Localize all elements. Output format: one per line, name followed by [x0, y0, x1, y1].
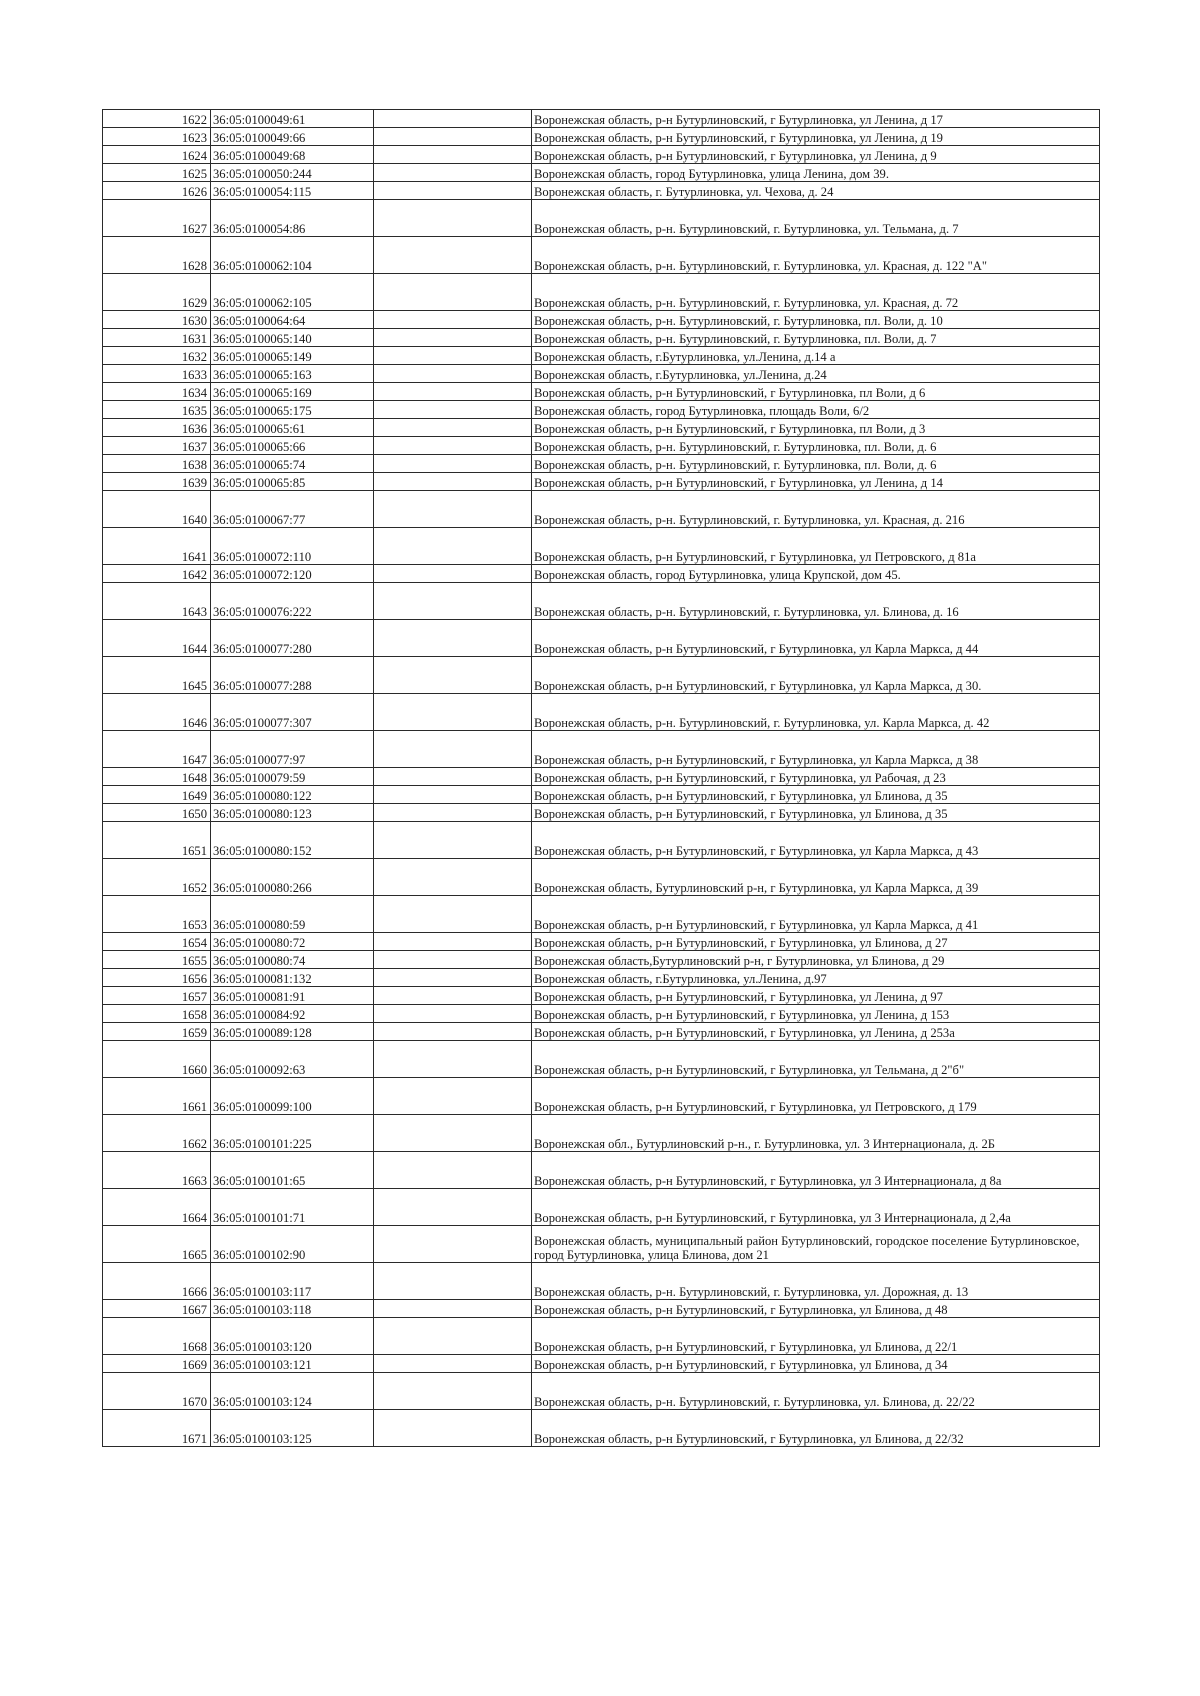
- empty-cell: [374, 455, 532, 473]
- cadastral-number: 36:05:0100103:121: [211, 1355, 374, 1373]
- row-number: 1653: [103, 896, 211, 933]
- cadastral-number: 36:05:0100080:123: [211, 804, 374, 822]
- empty-cell: [374, 1005, 532, 1023]
- row-number: 1655: [103, 951, 211, 969]
- table-row: [103, 237, 1100, 274]
- address: Воронежская область, р-н. Бутурлиновский, г. Бутурлиновка, ул. Блинова, д. 16: [532, 583, 1100, 620]
- address: Воронежская область, р-н Бутурлиновский, г Бутурлиновка, ул Карла Маркса, д 43: [532, 822, 1100, 859]
- address: Воронежская область, р-н. Бутурлиновский, г. Бутурлиновка, пл. Воли, д. 7: [532, 329, 1100, 347]
- empty-cell: [374, 128, 532, 146]
- cadastral-number: 36:05:0100077:97: [211, 731, 374, 768]
- empty-cell: [374, 365, 532, 383]
- empty-cell: [374, 528, 532, 565]
- table-row: [103, 969, 1100, 987]
- cadastral-number: 36:05:0100079:59: [211, 768, 374, 786]
- empty-cell: [374, 347, 532, 365]
- table-row: [103, 200, 1100, 237]
- cadastral-number: 36:05:0100050:244: [211, 164, 374, 182]
- address: Воронежская область, г.Бутурлиновка, ул.Ленина, д.97: [532, 969, 1100, 987]
- cadastral-number: 36:05:0100065:169: [211, 383, 374, 401]
- empty-cell: [374, 1355, 532, 1373]
- cadastral-number: 36:05:0100101:71: [211, 1189, 374, 1226]
- cadastral-number: 36:05:0100065:61: [211, 419, 374, 437]
- cadastral-number: 36:05:0100103:120: [211, 1318, 374, 1355]
- empty-cell: [374, 419, 532, 437]
- cadastral-number: 36:05:0100080:72: [211, 933, 374, 951]
- table-row: [103, 419, 1100, 437]
- empty-cell: [374, 146, 532, 164]
- row-number: 1665: [103, 1226, 211, 1263]
- table-row: [103, 933, 1100, 951]
- table-row: [103, 786, 1100, 804]
- cadastral-number: 36:05:0100065:66: [211, 437, 374, 455]
- empty-cell: [374, 1410, 532, 1447]
- empty-cell: [374, 274, 532, 311]
- table-row: [103, 1078, 1100, 1115]
- cadastral-number: 36:05:0100092:63: [211, 1041, 374, 1078]
- address: Воронежская область, р-н Бутурлиновский, г Бутурлиновка, ул Блинова, д 27: [532, 933, 1100, 951]
- row-number: 1659: [103, 1023, 211, 1041]
- table-row: [103, 110, 1100, 128]
- address: Воронежская область, р-н. Бутурлиновский, г. Бутурлиновка, ул. Красная, д. 216: [532, 491, 1100, 528]
- cadastral-number: 36:05:0100054:86: [211, 200, 374, 237]
- address: Воронежская область, город Бутурлиновка, площадь Воли, 6/2: [532, 401, 1100, 419]
- address: Воронежская область, р-н Бутурлиновский, г Бутурлиновка, ул Ленина, д 17: [532, 110, 1100, 128]
- cadastral-number: 36:05:0100103:125: [211, 1410, 374, 1447]
- cadastral-number: 36:05:0100101:225: [211, 1115, 374, 1152]
- address: Воронежская область, р-н Бутурлиновский, г Бутурлиновка, ул Блинова, д 22/32: [532, 1410, 1100, 1447]
- empty-cell: [374, 473, 532, 491]
- table-row: [103, 1318, 1100, 1355]
- address: Воронежская область, р-н Бутурлиновский, г Бутурлиновка, ул Петровского, д 81а: [532, 528, 1100, 565]
- cadastral-number: 36:05:0100077:288: [211, 657, 374, 694]
- row-number: 1649: [103, 786, 211, 804]
- row-number: 1629: [103, 274, 211, 311]
- address: Воронежская область, р-н Бутурлиновский, г Бутурлиновка, ул Карла Маркса, д 38: [532, 731, 1100, 768]
- address: Воронежская область, р-н Бутурлиновский, г Бутурлиновка, ул Блинова, д 35: [532, 786, 1100, 804]
- cadastral-number: 36:05:0100101:65: [211, 1152, 374, 1189]
- cadastral-number: 36:05:0100080:59: [211, 896, 374, 933]
- cadastral-number: 36:05:0100089:128: [211, 1023, 374, 1041]
- row-number: 1667: [103, 1300, 211, 1318]
- row-number: 1631: [103, 329, 211, 347]
- address: Воронежская область, р-н Бутурлиновский, г Бутурлиновка, ул Ленина, д 14: [532, 473, 1100, 491]
- address: Воронежская область, р-н Бутурлиновский, г Бутурлиновка, ул Ленина, д 153: [532, 1005, 1100, 1023]
- table-row: [103, 182, 1100, 200]
- address: Воронежская область, р-н Бутурлиновский, г Бутурлиновка, ул Блинова, д 22/1: [532, 1318, 1100, 1355]
- table-row: [103, 437, 1100, 455]
- cadastral-number: 36:05:0100062:105: [211, 274, 374, 311]
- empty-cell: [374, 1226, 532, 1263]
- table-row: [103, 987, 1100, 1005]
- row-number: 1652: [103, 859, 211, 896]
- table-row: [103, 565, 1100, 583]
- row-number: 1633: [103, 365, 211, 383]
- cadastral-number: 36:05:0100065:175: [211, 401, 374, 419]
- address: Воронежская область, р-н. Бутурлиновский, г. Бутурлиновка, ул. Красная, д. 122 "А": [532, 237, 1100, 274]
- address: Воронежская область, р-н Бутурлиновский, г Бутурлиновка, ул Ленина, д 9: [532, 146, 1100, 164]
- table-row: [103, 859, 1100, 896]
- address: Воронежская область, р-н Бутурлиновский, г Бутурлиновка, ул Ленина, д 97: [532, 987, 1100, 1005]
- empty-cell: [374, 804, 532, 822]
- address: Воронежская область, р-н. Бутурлиновский, г. Бутурлиновка, ул. Красная, д. 72: [532, 274, 1100, 311]
- cadastral-number: 36:05:0100080:122: [211, 786, 374, 804]
- table-row: [103, 274, 1100, 311]
- row-number: 1645: [103, 657, 211, 694]
- table-row: [103, 401, 1100, 419]
- empty-cell: [374, 859, 532, 896]
- table-row: [103, 473, 1100, 491]
- row-number: 1639: [103, 473, 211, 491]
- empty-cell: [374, 731, 532, 768]
- empty-cell: [374, 437, 532, 455]
- table-row: [103, 1355, 1100, 1373]
- address: Воронежская область, муниципальный район Бутурлиновский, городское поселение Бутурлиновское, город Бутурлиновка, улица Блинова, дом 21: [532, 1226, 1100, 1263]
- empty-cell: [374, 1115, 532, 1152]
- address: Воронежская область, р-н Бутурлиновский, г Бутурлиновка, ул Блинова, д 35: [532, 804, 1100, 822]
- row-number: 1625: [103, 164, 211, 182]
- table-row: [103, 694, 1100, 731]
- cadastral-number: 36:05:0100099:100: [211, 1078, 374, 1115]
- empty-cell: [374, 200, 532, 237]
- empty-cell: [374, 933, 532, 951]
- empty-cell: [374, 694, 532, 731]
- empty-cell: [374, 768, 532, 786]
- row-number: 1647: [103, 731, 211, 768]
- empty-cell: [374, 987, 532, 1005]
- cadastral-number: 36:05:0100080:74: [211, 951, 374, 969]
- address: Воронежская область, р-н Бутурлиновский, г Бутурлиновка, пл Воли, д 3: [532, 419, 1100, 437]
- empty-cell: [374, 311, 532, 329]
- empty-cell: [374, 1300, 532, 1318]
- empty-cell: [374, 565, 532, 583]
- cadastral-number: 36:05:0100103:118: [211, 1300, 374, 1318]
- address: Воронежская область, р-н. Бутурлиновский, г. Бутурлиновка, ул. Тельмана, д. 7: [532, 200, 1100, 237]
- register-table: [102, 109, 1100, 1447]
- cadastral-number: 36:05:0100065:85: [211, 473, 374, 491]
- table-row: [103, 491, 1100, 528]
- address: Воронежская область, р-н Бутурлиновский, г Бутурлиновка, ул Петровского, д 179: [532, 1078, 1100, 1115]
- row-number: 1668: [103, 1318, 211, 1355]
- table-row: [103, 329, 1100, 347]
- cadastral-number: 36:05:0100077:280: [211, 620, 374, 657]
- empty-cell: [374, 951, 532, 969]
- cadastral-number: 36:05:0100081:91: [211, 987, 374, 1005]
- row-number: 1654: [103, 933, 211, 951]
- cadastral-number: 36:05:0100103:124: [211, 1373, 374, 1410]
- table-row: [103, 731, 1100, 768]
- cadastral-number: 36:05:0100065:163: [211, 365, 374, 383]
- cadastral-number: 36:05:0100080:152: [211, 822, 374, 859]
- row-number: 1624: [103, 146, 211, 164]
- table-row: [103, 620, 1100, 657]
- cadastral-number: 36:05:0100062:104: [211, 237, 374, 274]
- row-number: 1634: [103, 383, 211, 401]
- empty-cell: [374, 401, 532, 419]
- empty-cell: [374, 1041, 532, 1078]
- empty-cell: [374, 786, 532, 804]
- cadastral-number: 36:05:0100103:117: [211, 1263, 374, 1300]
- address: Воронежская область, р-н Бутурлиновский, г Бутурлиновка, ул Блинова, д 34: [532, 1355, 1100, 1373]
- address: Воронежская область, г.Бутурлиновка, ул.Ленина, д.24: [532, 365, 1100, 383]
- table-row: [103, 896, 1100, 933]
- cadastral-number: 36:05:0100077:307: [211, 694, 374, 731]
- cadastral-number: 36:05:0100072:110: [211, 528, 374, 565]
- empty-cell: [374, 383, 532, 401]
- table-row: [103, 1041, 1100, 1078]
- address: Воронежская область, р-н. Бутурлиновский, г. Бутурлиновка, пл. Воли, д. 6: [532, 437, 1100, 455]
- row-number: 1648: [103, 768, 211, 786]
- table-row: [103, 347, 1100, 365]
- empty-cell: [374, 182, 532, 200]
- table-row: [103, 1300, 1100, 1318]
- row-number: 1643: [103, 583, 211, 620]
- address: Воронежская область, Бутурлиновский р-н, г Бутурлиновка, ул Карла Маркса, д 39: [532, 859, 1100, 896]
- address: Воронежская область, р-н Бутурлиновский, г Бутурлиновка, ул Рабочая, д 23: [532, 768, 1100, 786]
- address: Воронежская обл., Бутурлиновский р-н., г. Бутурлиновка, ул. 3 Интернационала, д. 2Б: [532, 1115, 1100, 1152]
- empty-cell: [374, 237, 532, 274]
- empty-cell: [374, 896, 532, 933]
- row-number: 1636: [103, 419, 211, 437]
- address: Воронежская область, г.Бутурлиновка, ул.Ленина, д.14 а: [532, 347, 1100, 365]
- row-number: 1646: [103, 694, 211, 731]
- row-number: 1644: [103, 620, 211, 657]
- row-number: 1628: [103, 237, 211, 274]
- row-number: 1670: [103, 1373, 211, 1410]
- row-number: 1651: [103, 822, 211, 859]
- table-row: [103, 128, 1100, 146]
- table-row: [103, 1023, 1100, 1041]
- address: Воронежская область, р-н Бутурлиновский, г Бутурлиновка, ул 3 Интернационала, д 2,4а: [532, 1189, 1100, 1226]
- cadastral-number: 36:05:0100084:92: [211, 1005, 374, 1023]
- row-number: 1632: [103, 347, 211, 365]
- cadastral-number: 36:05:0100054:115: [211, 182, 374, 200]
- empty-cell: [374, 969, 532, 987]
- address: Воронежская область, р-н Бутурлиновский, г Бутурлиновка, ул Блинова, д 48: [532, 1300, 1100, 1318]
- address: Воронежская область, р-н. Бутурлиновский, г. Бутурлиновка, ул. Блинова, д. 22/22: [532, 1373, 1100, 1410]
- row-number: 1623: [103, 128, 211, 146]
- address: Воронежская область, р-н. Бутурлиновский, г. Бутурлиновка, ул. Дорожная, д. 13: [532, 1263, 1100, 1300]
- cadastral-number: 36:05:0100080:266: [211, 859, 374, 896]
- row-number: 1638: [103, 455, 211, 473]
- address: Воронежская область, р-н Бутурлиновский, г Бутурлиновка, ул 3 Интернационала, д 8а: [532, 1152, 1100, 1189]
- row-number: 1650: [103, 804, 211, 822]
- row-number: 1627: [103, 200, 211, 237]
- empty-cell: [374, 110, 532, 128]
- empty-cell: [374, 822, 532, 859]
- cadastral-number: 36:05:0100049:68: [211, 146, 374, 164]
- cadastral-number: 36:05:0100065:140: [211, 329, 374, 347]
- address: Воронежская область, г. Бутурлиновка, ул. Чехова, д. 24: [532, 182, 1100, 200]
- table-row: [103, 1152, 1100, 1189]
- table-row: [103, 951, 1100, 969]
- table-row: [103, 1189, 1100, 1226]
- empty-cell: [374, 583, 532, 620]
- empty-cell: [374, 491, 532, 528]
- table-row: [103, 1115, 1100, 1152]
- row-number: 1662: [103, 1115, 211, 1152]
- cadastral-number: 36:05:0100065:74: [211, 455, 374, 473]
- address: Воронежская область, р-н Бутурлиновский, г Бутурлиновка, ул Ленина, д 253а: [532, 1023, 1100, 1041]
- address: Воронежская область, р-н. Бутурлиновский, г. Бутурлиновка, пл. Воли, д. 10: [532, 311, 1100, 329]
- row-number: 1660: [103, 1041, 211, 1078]
- cadastral-number: 36:05:0100064:64: [211, 311, 374, 329]
- row-number: 1671: [103, 1410, 211, 1447]
- empty-cell: [374, 1318, 532, 1355]
- empty-cell: [374, 1023, 532, 1041]
- address: Воронежская область, р-н Бутурлиновский, г Бутурлиновка, пл Воли, д 6: [532, 383, 1100, 401]
- row-number: 1622: [103, 110, 211, 128]
- register-table-body: [103, 110, 1100, 1447]
- cadastral-number: 36:05:0100102:90: [211, 1226, 374, 1263]
- cadastral-number: 36:05:0100049:66: [211, 128, 374, 146]
- row-number: 1669: [103, 1355, 211, 1373]
- table-row: [103, 164, 1100, 182]
- row-number: 1656: [103, 969, 211, 987]
- empty-cell: [374, 1263, 532, 1300]
- table-row: [103, 822, 1100, 859]
- address: Воронежская область, город Бутурлиновка, улица Крупской, дом 45.: [532, 565, 1100, 583]
- empty-cell: [374, 1078, 532, 1115]
- table-row: [103, 1263, 1100, 1300]
- table-row: [103, 311, 1100, 329]
- row-number: 1658: [103, 1005, 211, 1023]
- row-number: 1630: [103, 311, 211, 329]
- cadastral-number: 36:05:0100049:61: [211, 110, 374, 128]
- table-row: [103, 583, 1100, 620]
- cadastral-number: 36:05:0100067:77: [211, 491, 374, 528]
- row-number: 1642: [103, 565, 211, 583]
- address: Воронежская область, р-н Бутурлиновский, г Бутурлиновка, ул Карла Маркса, д 41: [532, 896, 1100, 933]
- empty-cell: [374, 329, 532, 347]
- cadastral-number: 36:05:0100076:222: [211, 583, 374, 620]
- cadastral-number: 36:05:0100081:132: [211, 969, 374, 987]
- row-number: 1626: [103, 182, 211, 200]
- empty-cell: [374, 1152, 532, 1189]
- empty-cell: [374, 657, 532, 694]
- row-number: 1640: [103, 491, 211, 528]
- table-row: [103, 1410, 1100, 1447]
- row-number: 1657: [103, 987, 211, 1005]
- address: Воронежская область, город Бутурлиновка, улица Ленина, дом 39.: [532, 164, 1100, 182]
- empty-cell: [374, 620, 532, 657]
- table-row: [103, 455, 1100, 473]
- row-number: 1666: [103, 1263, 211, 1300]
- address: Воронежская область, р-н Бутурлиновский, г Бутурлиновка, ул Тельмана, д 2"б": [532, 1041, 1100, 1078]
- table-row: [103, 657, 1100, 694]
- table-row: [103, 768, 1100, 786]
- row-number: 1635: [103, 401, 211, 419]
- address: Воронежская область,Бутурлиновский р-н, г Бутурлиновка, ул Блинова, д 29: [532, 951, 1100, 969]
- address: Воронежская область, р-н. Бутурлиновский, г. Бутурлиновка, ул. Карла Маркса, д. 42: [532, 694, 1100, 731]
- cadastral-number: 36:05:0100065:149: [211, 347, 374, 365]
- row-number: 1661: [103, 1078, 211, 1115]
- empty-cell: [374, 1189, 532, 1226]
- cadastral-number: 36:05:0100072:120: [211, 565, 374, 583]
- table-row: [103, 383, 1100, 401]
- table-row: [103, 1373, 1100, 1410]
- address: Воронежская область, р-н. Бутурлиновский, г. Бутурлиновка, пл. Воли, д. 6: [532, 455, 1100, 473]
- empty-cell: [374, 164, 532, 182]
- empty-cell: [374, 1373, 532, 1410]
- address: Воронежская область, р-н Бутурлиновский, г Бутурлиновка, ул Карла Маркса, д 44: [532, 620, 1100, 657]
- row-number: 1663: [103, 1152, 211, 1189]
- table-row: [103, 1226, 1100, 1263]
- table-row: [103, 528, 1100, 565]
- table-row: [103, 1005, 1100, 1023]
- address: Воронежская область, р-н Бутурлиновский, г Бутурлиновка, ул Ленина, д 19: [532, 128, 1100, 146]
- address: Воронежская область, р-н Бутурлиновский, г Бутурлиновка, ул Карла Маркса, д 30.: [532, 657, 1100, 694]
- row-number: 1641: [103, 528, 211, 565]
- table-row: [103, 365, 1100, 383]
- table-row: [103, 804, 1100, 822]
- row-number: 1637: [103, 437, 211, 455]
- table-row: [103, 146, 1100, 164]
- row-number: 1664: [103, 1189, 211, 1226]
